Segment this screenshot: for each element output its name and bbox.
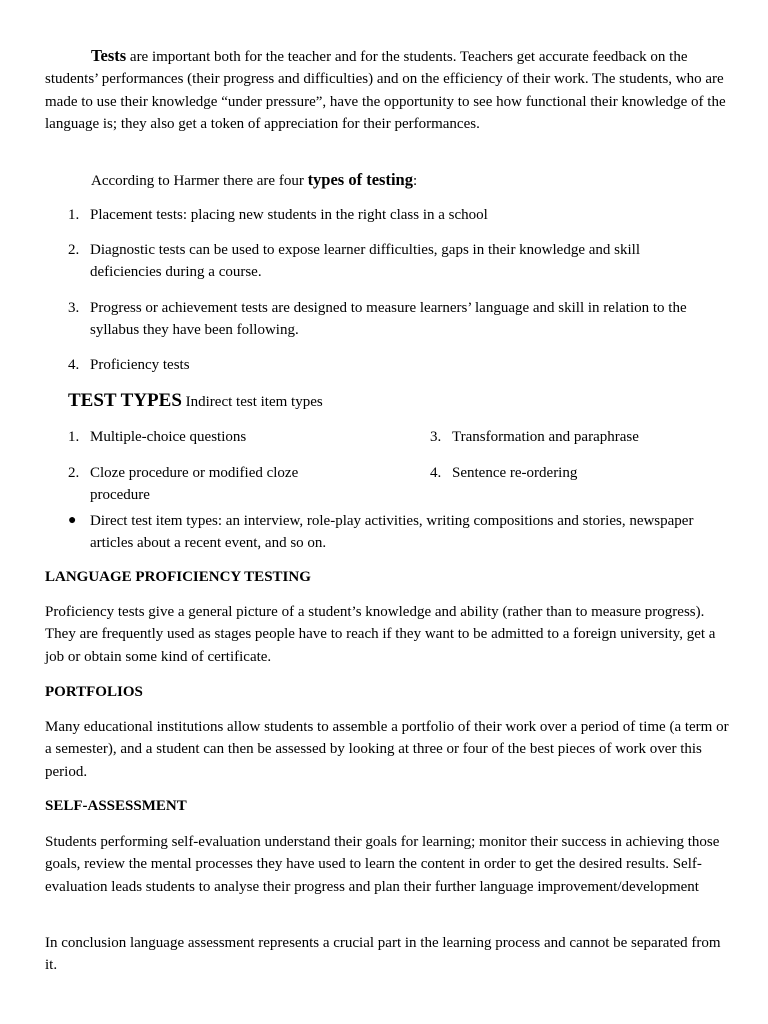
section-body-portfolios: Many educational institutions allow students to assemble a portfolio of their work over a period of time (a term or a semester), and a student can then be assessed by looking at three or four of the best pieces of work over this period.: [45, 719, 729, 780]
harmer-colon: :: [412, 173, 418, 189]
list-text: Proficiency tests: [90, 357, 190, 373]
list-number: 2.: [68, 465, 80, 481]
list-text: Sentence re-ordering: [452, 465, 578, 481]
list-number: 3.: [68, 300, 80, 316]
section-body-proficiency: Proficiency tests give a general picture of a student’s knowledge and ability (rather than to measure progress). They are frequently used as stages people have to reach if they want to be admitted to a foreign university, get a job or obtain some kind of certificate.: [45, 604, 716, 665]
list-number: 4.: [68, 357, 80, 373]
section-heading-portfolios: PORTFOLIOS: [45, 684, 143, 700]
list-text: Multiple-choice questions: [90, 429, 247, 445]
harmer-text: According to Harmer there are four: [91, 173, 308, 189]
direct-text: Direct test item types: an interview, role-play activities, writing compositions and stories, newspaper articles about a recent event, and so on.: [90, 513, 694, 552]
indirect-subheading: Indirect test item types: [181, 394, 323, 410]
test-types-heading: [68, 389, 323, 414]
list-number: 2.: [68, 242, 80, 258]
list-text: Placement tests: placing new students in the right class in a school: [90, 207, 488, 223]
bullet-icon: ●: [68, 513, 77, 528]
intro-text: are important both for the teacher and for the students. Teachers get accurate feedback on the students’ performances (their progress and difficulties) and on the efficiency of their work. The students, who are made to use their knowledge “under pressure”, have the opportunity to see how functional their knowledge of the language is; they also get a token of appreciation for their performances.: [45, 49, 726, 132]
test-types-title: TEST TYPES: [68, 390, 182, 411]
list-number: 3.: [430, 429, 442, 445]
conclusion-paragraph: In conclusion language assessment represents a crucial part in the learning process and cannot be separated from it.: [45, 935, 721, 974]
intro-paragraph: [45, 45, 735, 135]
section-body-self-assessment: Students performing self-evaluation understand their goals for learning; monitor their success in achieving those goals, review the mental processes they have used to learn the content in order to get the desired results. Self-evaluation leads students to analyse their progress and plan their further language improvement/development: [45, 834, 720, 895]
types-of-testing-bold: types of testing: [307, 170, 413, 189]
list-number: 1.: [68, 429, 80, 445]
section-heading-self-assessment: SELF-ASSESSMENT: [45, 798, 187, 814]
section-heading-proficiency: LANGUAGE PROFICIENCY TESTING: [45, 569, 311, 585]
harmer-paragraph: [45, 169, 735, 192]
list-text: Cloze procedure or modified cloze procedure: [90, 465, 299, 504]
list-number: 1.: [68, 207, 80, 223]
list-number: 4.: [430, 465, 442, 481]
list-text: Progress or achievement tests are designed to measure learners’ language and skill in relation to the syllabus they have been following.: [90, 300, 687, 339]
list-text: Diagnostic tests can be used to expose learner difficulties, gaps in their knowledge and skill deficiencies during a course.: [90, 242, 640, 281]
list-text: Transformation and paraphrase: [452, 429, 639, 445]
tests-bold-term: Tests: [91, 46, 127, 65]
